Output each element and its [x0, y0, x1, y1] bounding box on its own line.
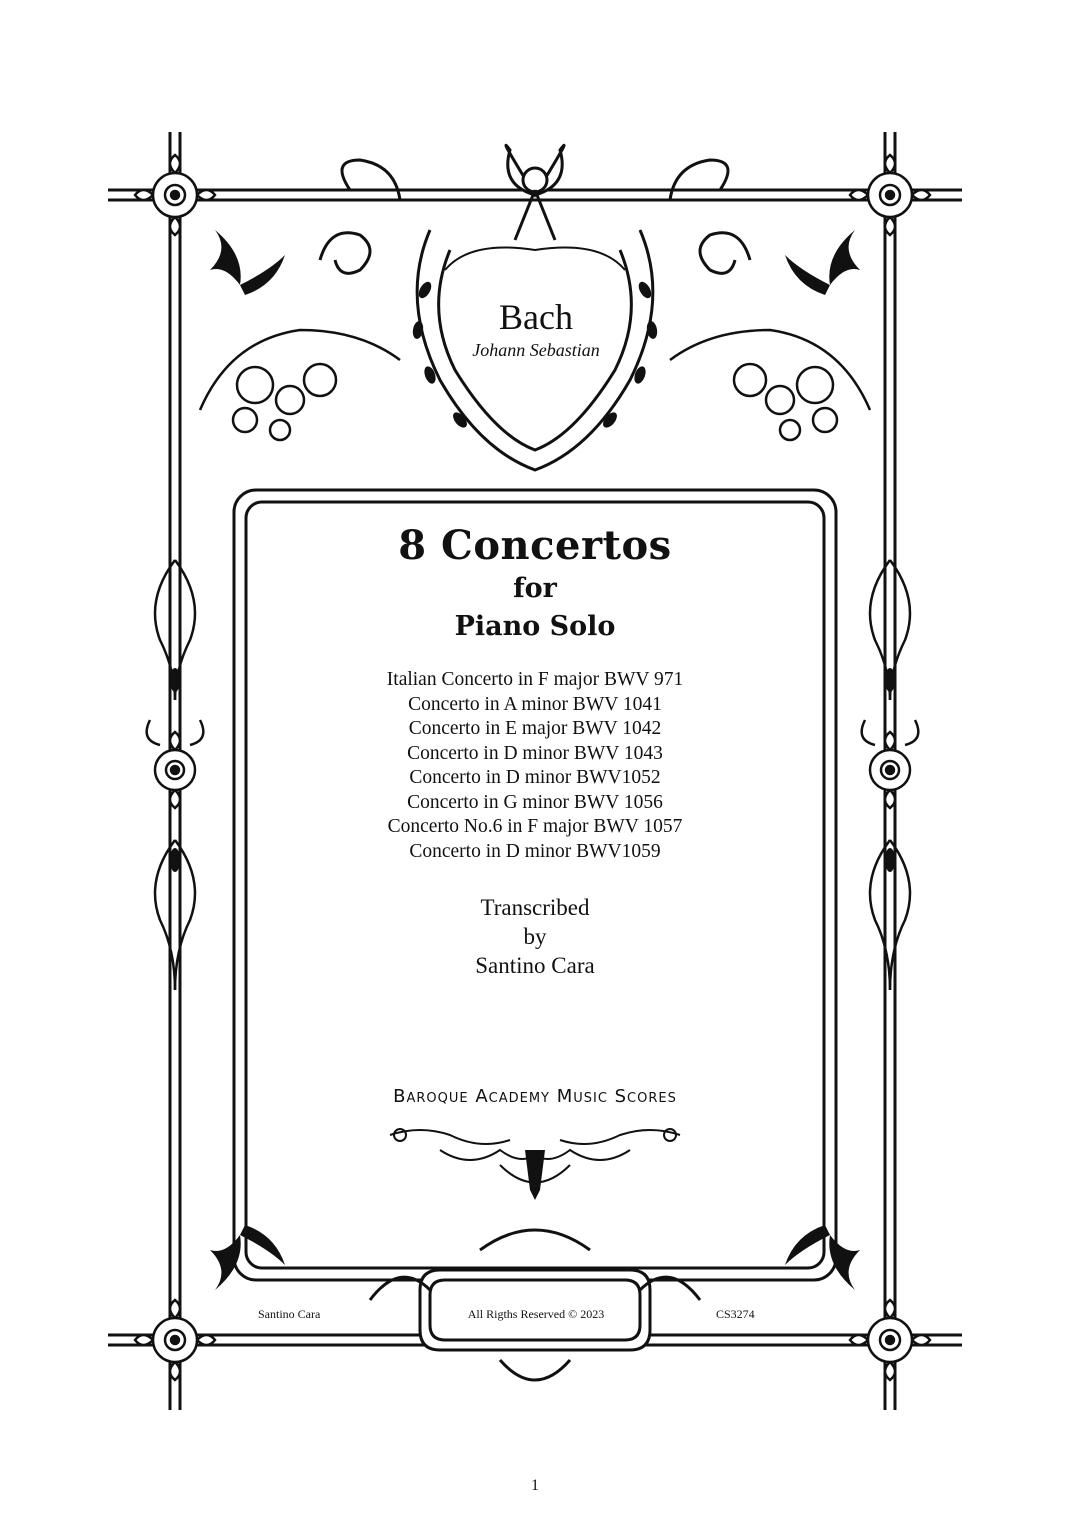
- list-item: Concerto in D minor BWV 1043: [407, 742, 663, 764]
- footer-copyright: All Rigths Reserved © 2023: [467, 1307, 605, 1321]
- instrument-line: Piano Solo: [454, 611, 616, 642]
- list-item: Concerto in E major BWV 1042: [408, 718, 662, 739]
- credit-line-2: by: [523, 924, 547, 949]
- credit-line-1: Transcribed: [480, 895, 590, 920]
- credit-line-3: Santino Cara: [475, 953, 595, 978]
- composer-given-names: Johann Sebastian: [472, 340, 600, 360]
- cartouche-icon: [370, 1230, 700, 1380]
- list-item: Concerto in A minor BWV 1041: [408, 693, 662, 715]
- composer-surname: Bach: [499, 297, 573, 337]
- page-title: 8 Concertos: [398, 522, 672, 569]
- footer-author: Santino Cara: [258, 1307, 321, 1321]
- page-number: 1: [531, 1477, 539, 1494]
- list-item: Concerto in D minor BWV1052: [409, 767, 661, 788]
- list-item: Concerto No.6 in F major BWV 1057: [387, 816, 683, 837]
- works-list: [285, 668, 785, 864]
- list-item: Italian Concerto in F major BWV 971: [386, 669, 684, 690]
- bow-ribbon-icon: [506, 145, 564, 240]
- list-item: Concerto in G minor BWV 1056: [407, 791, 663, 813]
- transcriber-credit: [385, 893, 685, 980]
- for-line: for: [513, 573, 557, 604]
- list-item: Concerto in D minor BWV1059: [409, 840, 661, 862]
- publisher-name: Baroque Academy Music Scores: [393, 1086, 677, 1107]
- footer-catalog-number: CS3274: [716, 1307, 755, 1321]
